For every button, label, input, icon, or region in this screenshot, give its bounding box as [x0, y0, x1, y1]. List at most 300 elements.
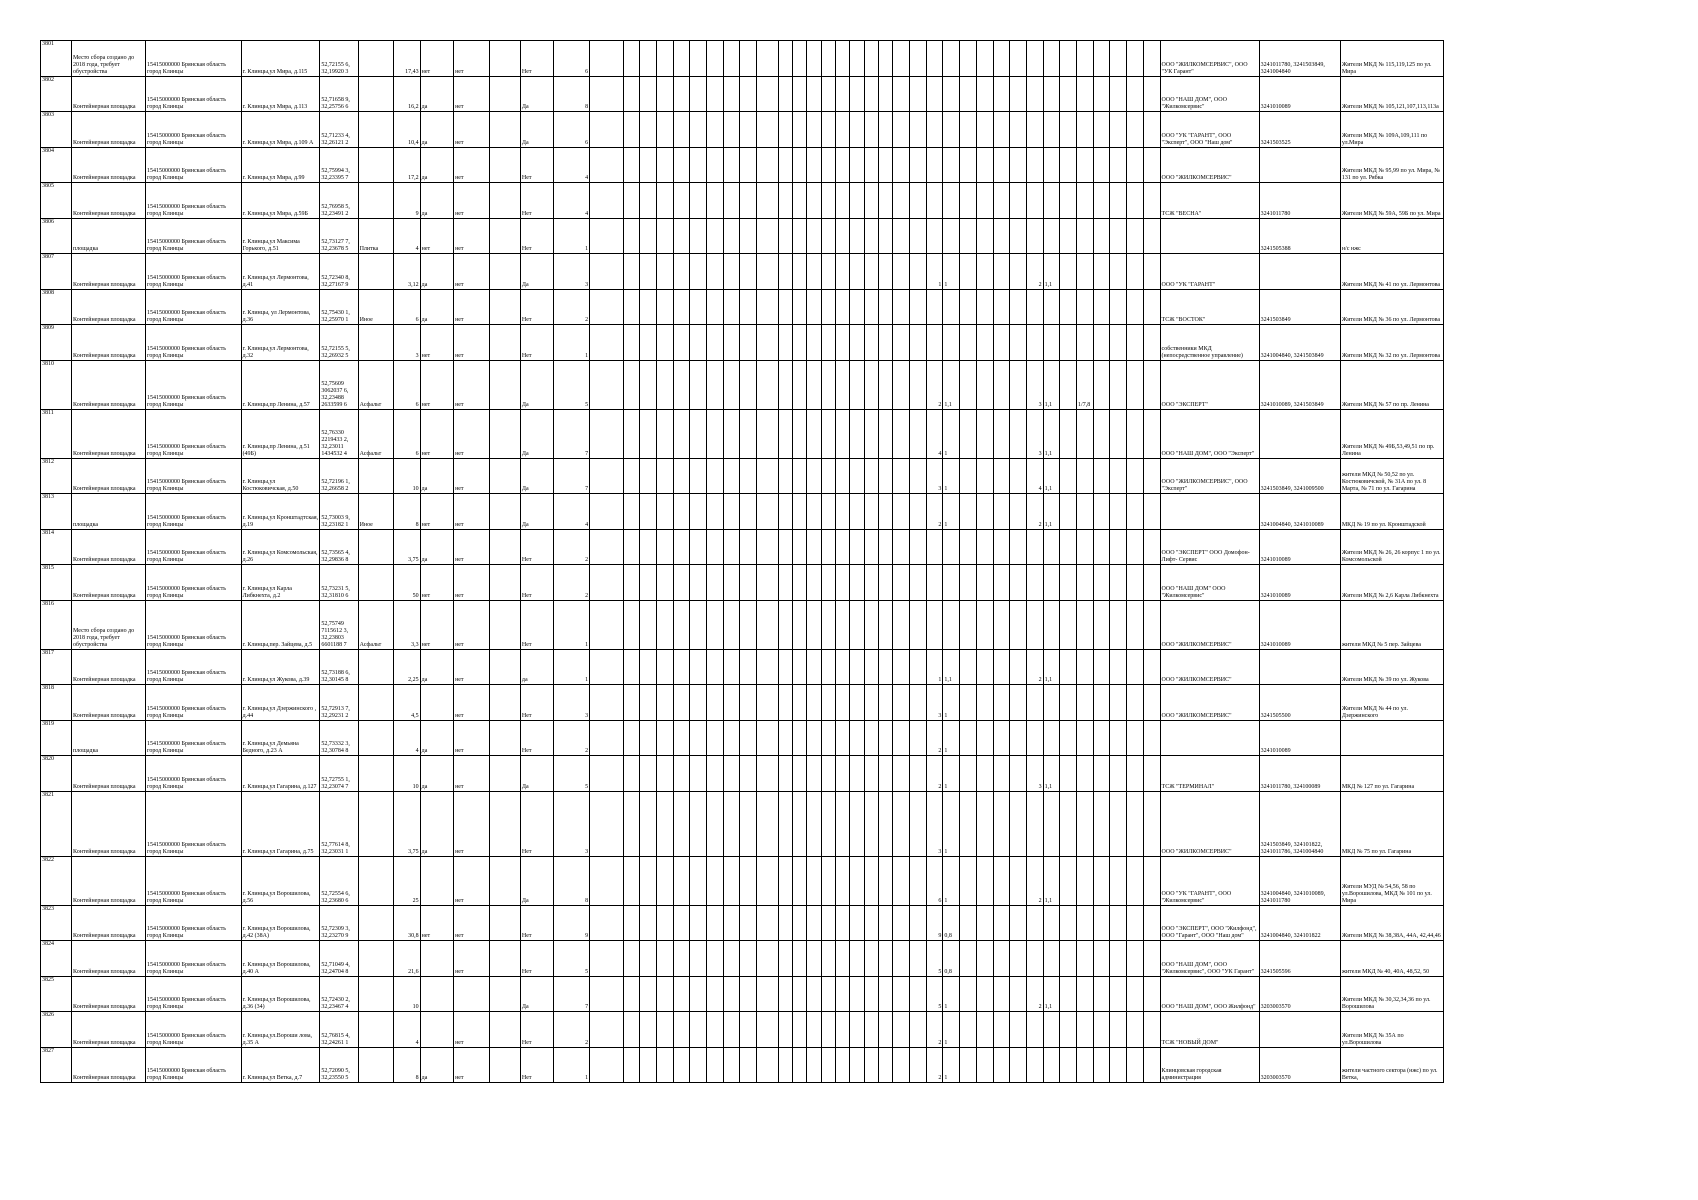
- table-cell: [1093, 856, 1110, 905]
- cell-a3: [1026, 905, 1043, 941]
- table-cell: [778, 756, 792, 792]
- table-cell: [778, 905, 792, 941]
- cell-a4: [1043, 941, 1060, 977]
- cell-org: ООО "ЖИЛКОМСЕРВИС": [1160, 685, 1259, 721]
- cell-roof: нет: [454, 183, 490, 219]
- cell-inn: 3241503525: [1259, 112, 1340, 148]
- cell-inn: 3241505388: [1259, 218, 1340, 254]
- cell-area: 21,6: [394, 941, 420, 977]
- cell-area: 17,43: [394, 41, 420, 77]
- table-cell: [793, 941, 807, 977]
- table-cell: [864, 756, 878, 792]
- cell-type: Контейнерная площадка: [72, 649, 146, 685]
- table-cell: [723, 976, 740, 1012]
- table-cell: [723, 1012, 740, 1048]
- table-cell: [723, 41, 740, 77]
- table-cell: [1127, 289, 1144, 325]
- table-cell: [590, 183, 623, 219]
- cell-inn: 3241004840, 3241010089, 3241011780: [1259, 856, 1340, 905]
- table-cell: [878, 325, 892, 361]
- table-row: [41, 941, 1444, 977]
- table-row: [41, 183, 1444, 219]
- cell-cnt: 3: [554, 685, 590, 721]
- table-cell: [793, 112, 807, 148]
- cell-addr: г. Клинцы,ул Комсомольская, д.26: [241, 529, 320, 565]
- table-cell: [993, 325, 1010, 361]
- table-cell: [821, 76, 835, 112]
- table-cell: [864, 529, 878, 565]
- cell-inn: 3241004840, 3241010089: [1259, 494, 1340, 530]
- table-cell: [864, 600, 878, 649]
- table-cell: [864, 649, 878, 685]
- table-cell: [1127, 147, 1144, 183]
- table-cell: [623, 720, 640, 756]
- cell-id: 3820: [41, 756, 72, 792]
- table-cell: [707, 218, 724, 254]
- table-cell: [656, 685, 673, 721]
- cell-area: 30,8: [394, 905, 420, 941]
- table-cell: [757, 325, 778, 361]
- cell-sep: Да: [520, 76, 553, 112]
- table-cell: [1143, 147, 1160, 183]
- table-cell: [1093, 360, 1110, 409]
- cell-org: ООО "ЖИЛКОМСЕРВИС": [1160, 600, 1259, 649]
- cell-a3: [1026, 183, 1043, 219]
- cell-addr: г. Клинцы,ул Кронштадтская, д.19: [241, 494, 320, 530]
- cell-a2: 1: [943, 458, 960, 494]
- cell-cnt: 1: [554, 1047, 590, 1083]
- cell-src: жители МКД № 5 пер. Зайцева: [1340, 600, 1443, 649]
- table-row: [41, 791, 1444, 856]
- cell-src: МКД № 19 по ул. Кронштадской: [1340, 494, 1443, 530]
- table-cell: [673, 147, 690, 183]
- table-cell: [1127, 1047, 1144, 1083]
- table-cell: [821, 720, 835, 756]
- cell-sep: Нет: [520, 600, 553, 649]
- table-cell: [807, 976, 821, 1012]
- table-cell: [590, 685, 623, 721]
- table-cell: [864, 720, 878, 756]
- table-cell: [640, 494, 657, 530]
- cell-code: 15415000000 Брянская область город Клинцы: [146, 76, 242, 112]
- cell-sep: Да: [520, 254, 553, 290]
- cell-a1: 6: [926, 856, 943, 905]
- cell-inn: 3241505596: [1259, 941, 1340, 977]
- table-cell: [690, 685, 707, 721]
- cell-type: Контейнерная площадка: [72, 685, 146, 721]
- table-cell: [878, 494, 892, 530]
- table-cell: [1110, 649, 1127, 685]
- table-cell: [893, 649, 910, 685]
- table-cell: [893, 325, 910, 361]
- table-cell: [910, 1047, 927, 1083]
- table-cell: [1127, 600, 1144, 649]
- table-cell: [590, 905, 623, 941]
- table-cell: [757, 41, 778, 77]
- table-cell: [1093, 254, 1110, 290]
- cell-surface: [358, 529, 394, 565]
- table-cell: [656, 1047, 673, 1083]
- table-cell: [489, 409, 520, 458]
- cell-sep: Нет: [520, 529, 553, 565]
- table-cell: [893, 147, 910, 183]
- cell-a4: [1043, 600, 1060, 649]
- table-cell: [640, 409, 657, 458]
- table-cell: [1060, 791, 1077, 856]
- table-cell: [623, 183, 640, 219]
- table-cell: [757, 565, 778, 601]
- cell-src: Жители МКД № 36 по ул. Лермонтова: [1340, 289, 1443, 325]
- table-cell: [835, 289, 849, 325]
- table-cell: [740, 1047, 757, 1083]
- table-cell: [656, 409, 673, 458]
- cell-a2: 1: [943, 1012, 960, 1048]
- cell-org: ООО "ЭКСПЕРТ" ООО Домофон-Лифт- Сервис: [1160, 529, 1259, 565]
- table-cell: [807, 147, 821, 183]
- table-cell: [993, 649, 1010, 685]
- table-cell: [993, 685, 1010, 721]
- table-cell: [807, 254, 821, 290]
- table-cell: [489, 147, 520, 183]
- table-cell: [976, 458, 993, 494]
- table-cell: [1010, 1012, 1027, 1048]
- table-cell: [878, 1012, 892, 1048]
- table-cell: [850, 1012, 864, 1048]
- table-cell: [707, 360, 724, 409]
- table-cell: [673, 360, 690, 409]
- cell-a4: [1043, 565, 1060, 601]
- table-cell: [878, 976, 892, 1012]
- table-cell: [993, 289, 1010, 325]
- table-cell: [878, 756, 892, 792]
- table-cell: [740, 112, 757, 148]
- cell-type: Контейнерная площадка: [72, 325, 146, 361]
- cell-code: 15415000000 Брянская область город Клинцы: [146, 289, 242, 325]
- table-cell: [807, 685, 821, 721]
- cell-cnt: 4: [554, 147, 590, 183]
- table-cell: [976, 685, 993, 721]
- table-cell: [673, 183, 690, 219]
- cell-a2: [943, 218, 960, 254]
- table-cell: [793, 360, 807, 409]
- table-cell: [835, 1047, 849, 1083]
- table-cell: [960, 976, 977, 1012]
- table-cell: [850, 41, 864, 77]
- cell-coord: 52,72554 6, 32,23680 6: [320, 856, 358, 905]
- cell-org: ООО "ЖИЛКОМСЕРВИС", ООО "Эксперт": [1160, 458, 1259, 494]
- table-cell: [793, 1012, 807, 1048]
- cell-addr: г. Клинцы,ул Мира, д.113: [241, 76, 320, 112]
- table-cell: [821, 600, 835, 649]
- table-cell: [821, 1012, 835, 1048]
- table-cell: [1060, 529, 1077, 565]
- table-cell: [690, 600, 707, 649]
- cell-type: Контейнерная площадка: [72, 289, 146, 325]
- cell-id: 3810: [41, 360, 72, 409]
- table-row: [41, 976, 1444, 1012]
- cell-id: 3825: [41, 976, 72, 1012]
- table-cell: [850, 458, 864, 494]
- table-cell: [960, 112, 977, 148]
- cell-cnt: 1: [554, 600, 590, 649]
- table-cell: [1010, 791, 1027, 856]
- cell-type: Контейнерная площадка: [72, 1012, 146, 1048]
- table-cell: [850, 976, 864, 1012]
- cell-addr: г. Клинцы,ул Дзержинского , д.44: [241, 685, 320, 721]
- table-cell: [723, 494, 740, 530]
- table-cell: [623, 905, 640, 941]
- cell-src: Жители МКД № 35А по ул.Ворошилова: [1340, 1012, 1443, 1048]
- cell-a3: 2: [1026, 976, 1043, 1012]
- table-cell: [1010, 458, 1027, 494]
- cell-a1: [926, 76, 943, 112]
- cell-org: ООО "ЖИЛКОМСЕРВИС": [1160, 147, 1259, 183]
- table-cell: [740, 649, 757, 685]
- table-row: [41, 112, 1444, 148]
- table-cell: [778, 494, 792, 530]
- cell-area: 10: [394, 756, 420, 792]
- cell-id: 3822: [41, 856, 72, 905]
- table-cell: [723, 685, 740, 721]
- table-cell: [960, 756, 977, 792]
- table-cell: [656, 529, 673, 565]
- table-cell: [1060, 147, 1077, 183]
- table-cell: [1093, 41, 1110, 77]
- cell-coord: 52,72340 8, 32,27167 9: [320, 254, 358, 290]
- table-cell: [723, 756, 740, 792]
- cell-org: ООО "ЖИЛКОМСЕРВИС": [1160, 649, 1259, 685]
- table-cell: [910, 565, 927, 601]
- table-cell: [878, 529, 892, 565]
- table-cell: [1127, 649, 1144, 685]
- cell-a2: 1: [943, 494, 960, 530]
- table-cell: [1093, 1047, 1110, 1083]
- cell-cnt: 3: [554, 791, 590, 856]
- cell-inn: [1259, 1012, 1340, 1048]
- cell-surface: [358, 685, 394, 721]
- cell-surface: [358, 325, 394, 361]
- cell-org: собственники МКД (непосредственное управление): [1160, 325, 1259, 361]
- table-cell: [1110, 529, 1127, 565]
- cell-sep: Нет: [520, 41, 553, 77]
- table-cell: [590, 289, 623, 325]
- table-cell: [793, 147, 807, 183]
- table-cell: [793, 458, 807, 494]
- cell-sep: Да: [520, 756, 553, 792]
- table-cell: [850, 254, 864, 290]
- table-cell: [893, 791, 910, 856]
- cell-a3: 2: [1026, 494, 1043, 530]
- table-cell: [1143, 600, 1160, 649]
- table-cell: [976, 494, 993, 530]
- cell-a1: 2: [926, 756, 943, 792]
- table-cell: [1060, 720, 1077, 756]
- table-cell: [690, 791, 707, 856]
- table-cell: [878, 254, 892, 290]
- table-cell: [893, 905, 910, 941]
- table-cell: [1127, 756, 1144, 792]
- cell-type: Контейнерная площадка: [72, 458, 146, 494]
- cell-a4: 1,1: [1043, 976, 1060, 1012]
- cell-surface: Иное: [358, 289, 394, 325]
- table-cell: [489, 565, 520, 601]
- cell-org: ООО "НАШ ДОМ", ООО "Эксперт": [1160, 409, 1259, 458]
- cell-a3: 2: [1026, 254, 1043, 290]
- table-cell: [821, 183, 835, 219]
- cell-id: 3806: [41, 218, 72, 254]
- table-cell: [1110, 1047, 1127, 1083]
- table-cell: [1060, 649, 1077, 685]
- cell-inn: 3203003570: [1259, 976, 1340, 1012]
- table-cell: [910, 529, 927, 565]
- table-cell: [757, 360, 778, 409]
- table-cell: [740, 856, 757, 905]
- table-cell: [1093, 905, 1110, 941]
- table-cell: [590, 856, 623, 905]
- cell-coord: 52,71658 9, 32,25756 6: [320, 76, 358, 112]
- table-row: [41, 458, 1444, 494]
- table-cell: [793, 649, 807, 685]
- table-cell: [850, 941, 864, 977]
- table-cell: [590, 458, 623, 494]
- cell-src: Жители МКД № 2,6 Карла Либкнехта: [1340, 565, 1443, 601]
- table-cell: [1127, 41, 1144, 77]
- table-cell: [878, 458, 892, 494]
- table-cell: [1127, 791, 1144, 856]
- table-cell: [960, 791, 977, 856]
- cell-cnt: 5: [554, 360, 590, 409]
- cell-a1: [926, 218, 943, 254]
- cell-roof: нет: [454, 856, 490, 905]
- table-cell: [807, 856, 821, 905]
- table-cell: [757, 76, 778, 112]
- cell-surface: [358, 941, 394, 977]
- cell-type: Контейнерная площадка: [72, 791, 146, 856]
- table-cell: [1010, 254, 1027, 290]
- table-cell: [489, 360, 520, 409]
- table-cell: [623, 218, 640, 254]
- cell-src: Жители МКД № 39 по ул. Жукова: [1340, 649, 1443, 685]
- cell-coord: 52,75609 3062037 6, 32,23488 2633599 6: [320, 360, 358, 409]
- cell-cnt: 9: [554, 905, 590, 941]
- cell-addr: г. Клинцы,пр Ленина, д.51 (49Б): [241, 409, 320, 458]
- table-cell: [1010, 720, 1027, 756]
- table-cell: [778, 856, 792, 905]
- table-cell: [673, 325, 690, 361]
- table-cell: [1010, 565, 1027, 601]
- table-cell: [821, 147, 835, 183]
- table-cell: [778, 1012, 792, 1048]
- table-cell: [976, 529, 993, 565]
- table-row: [41, 494, 1444, 530]
- table-cell: [976, 147, 993, 183]
- table-cell: [864, 1012, 878, 1048]
- cell-sep: Нет: [520, 325, 553, 361]
- cell-id: 3808: [41, 289, 72, 325]
- table-cell: [793, 856, 807, 905]
- cell-inn: 3241011780, 3241503849, 3241004840: [1259, 41, 1340, 77]
- cell-a4: 1,1: [1043, 254, 1060, 290]
- table-cell: [778, 112, 792, 148]
- table-cell: [489, 112, 520, 148]
- cell-area: 3,75: [394, 529, 420, 565]
- table-cell: [740, 183, 757, 219]
- cell-inn: [1259, 147, 1340, 183]
- table-cell: [850, 600, 864, 649]
- table-cell: [489, 1047, 520, 1083]
- table-cell: [1010, 600, 1027, 649]
- table-cell: [707, 289, 724, 325]
- cell-fence: да: [420, 649, 453, 685]
- cell-sep: Нет: [520, 791, 553, 856]
- cell-id: 3814: [41, 529, 72, 565]
- table-cell: [590, 41, 623, 77]
- table-cell: [757, 529, 778, 565]
- table-cell: [910, 254, 927, 290]
- cell-addr: г. Клинцы,ул Ветка, д.7: [241, 1047, 320, 1083]
- table-cell: [640, 756, 657, 792]
- table-cell: [673, 289, 690, 325]
- cell-coord: 52,76815 4, 32,24261 1: [320, 1012, 358, 1048]
- cell-code: 15415000000 Брянская область город Клинцы: [146, 649, 242, 685]
- table-cell: [1127, 685, 1144, 721]
- cell-fence: да: [420, 720, 453, 756]
- cell-code: 15415000000 Брянская область город Клинцы: [146, 976, 242, 1012]
- cell-a3: [1026, 76, 1043, 112]
- table-cell: [850, 649, 864, 685]
- table-cell: [1127, 494, 1144, 530]
- table-cell: [878, 565, 892, 601]
- cell-area: 17,2: [394, 147, 420, 183]
- table-cell: [640, 147, 657, 183]
- cell-src: Жители МКД № 32 по ул. Лермонтова: [1340, 325, 1443, 361]
- table-cell: [740, 941, 757, 977]
- table-cell: [489, 325, 520, 361]
- table-cell: [740, 565, 757, 601]
- cell-addr: г. Клинцы,ул Костюковичская, д.50: [241, 458, 320, 494]
- table-cell: [690, 720, 707, 756]
- table-cell: [1060, 409, 1077, 458]
- table-cell: [960, 529, 977, 565]
- cell-roof: нет: [454, 112, 490, 148]
- table-cell: [1060, 1012, 1077, 1048]
- table-cell: [623, 325, 640, 361]
- cell-org: ООО "ЖИЛКОМСЕРВИС": [1160, 791, 1259, 856]
- cell-type: площадка: [72, 720, 146, 756]
- cell-code: 15415000000 Брянская область город Клинцы: [146, 254, 242, 290]
- table-cell: [960, 856, 977, 905]
- cell-type: Контейнерная площадка: [72, 1047, 146, 1083]
- table-cell: [807, 409, 821, 458]
- table-cell: [640, 565, 657, 601]
- table-cell: [910, 112, 927, 148]
- table-cell: [993, 254, 1010, 290]
- table-cell: [656, 218, 673, 254]
- cell-a4: [1043, 41, 1060, 77]
- table-cell: [1143, 254, 1160, 290]
- cell-inn: 3241503849, 3241009500: [1259, 458, 1340, 494]
- cell-inn: 3241010089: [1259, 76, 1340, 112]
- cell-area: 50: [394, 565, 420, 601]
- cell-roof: нет: [454, 649, 490, 685]
- table-cell: [821, 41, 835, 77]
- table-cell: [835, 218, 849, 254]
- cell-fence: нет: [420, 905, 453, 941]
- table-cell: [1010, 649, 1027, 685]
- table-cell: [910, 325, 927, 361]
- table-row: [41, 756, 1444, 792]
- cell-org: ООО "ЖИЛКОМСЕРВИС", ООО "УК Гарант": [1160, 41, 1259, 77]
